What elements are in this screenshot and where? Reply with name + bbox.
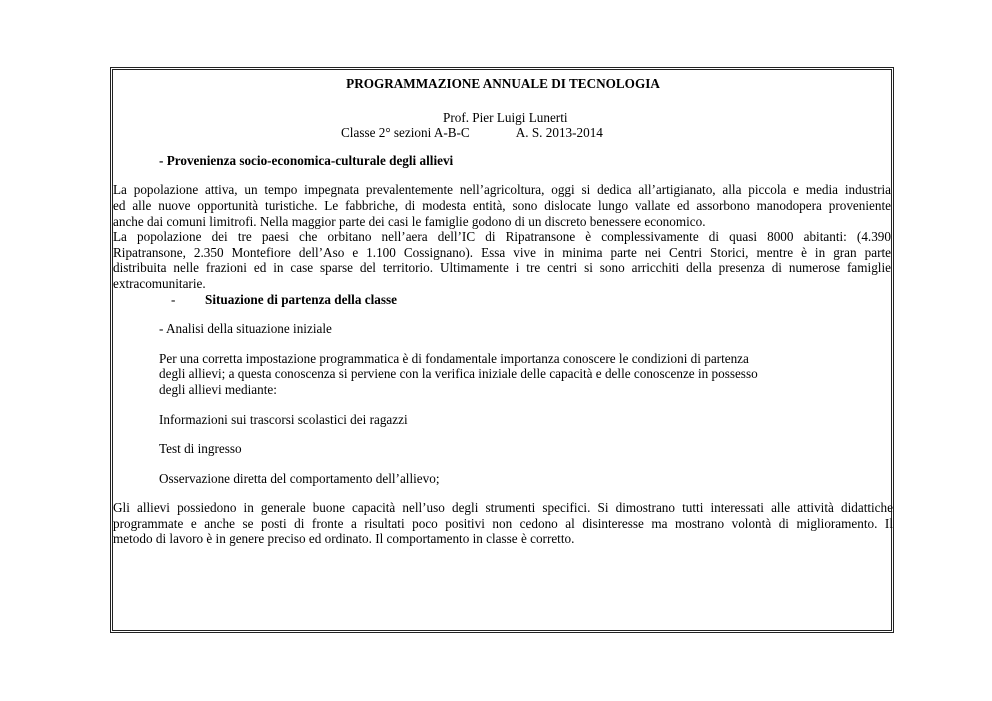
section2-intro	[113, 351, 893, 398]
list-item: Informazioni sui trascorsi scolastici dei ragazzi	[159, 411, 408, 427]
class-line	[113, 125, 893, 141]
document-title: PROGRAMMAZIONE ANNUALE DI TECNOLOGIA	[346, 76, 660, 91]
paragraph-line: metodo di lavoro è in genere preciso ed ordinato. Il comportamento in classe è corretto.	[113, 531, 575, 547]
list-item: Osservazione diretta del comportamento dell’allievo;	[159, 470, 440, 486]
paragraph-line: La popolazione dei tre paesi che orbitano nell’aera dell’IC di Ripatransone è complessivamente di quasi 8000 abitanti: (4.390	[113, 229, 891, 245]
section2-heading	[113, 292, 893, 308]
section2-title: Situazione di partenza della classe	[205, 291, 397, 307]
paragraph-line: La popolazione attiva, un tempo impegnata prevalentemente nell’agricoltura, oggi si dedica all’artigianato, alla piccola e media industria	[113, 182, 891, 198]
intro-line: degli allievi; a questa conoscenza si perviene con la verifica iniziale delle capacità e delle conoscenze in possesso	[159, 366, 758, 382]
paragraph-line: extracomunitarie.	[113, 275, 206, 291]
document-frame	[110, 67, 894, 633]
section2-subheading: - Analisi della situazione iniziale	[159, 321, 332, 337]
paragraph-line: ed alle nuove opportunità turistiche. Le fabbriche, di modesta entità, sono dislocate lungo vallate ed assorbono manodopera proveniente	[113, 197, 891, 213]
intro-line: degli allievi mediante:	[159, 381, 277, 397]
section1-paragraph	[113, 182, 891, 291]
section2-dash: -	[171, 291, 176, 307]
paragraph-line: distribuita nelle frazioni ed in case sparse del territorio. Ultimamente i tre centri si sono arricchiti della presenza di numerose famiglie	[113, 260, 891, 276]
paragraph-line: Gli allievi possiedono in generale buone capacità nell’uso degli strumenti specifici. Si dimostrano tutti interessati alle attività didattiche	[113, 500, 893, 516]
teacher-name: Prof. Pier Luigi Lunerti	[443, 109, 568, 125]
section2-conclusion	[113, 500, 893, 547]
school-year: A. S. 2013-2014	[515, 125, 603, 141]
paragraph-line: programmate e anche se posti di fronte a risultati poco positivi non cedono al disinteresse ma mostrano volontà di miglioramento. Il	[113, 515, 893, 531]
paragraph-line: anche dai comuni limitrofi. Nella maggior parte dei casi le famiglie godono di un discreto benessere economico.	[113, 213, 706, 229]
paragraph-line: Ripatransone, 2.350 Montefiore dell’Aso e 1.100 Cossignano). Essa vive in minima parte nei Centri Storici, mentre è in gran parte	[113, 244, 891, 260]
list-item: Test di ingresso	[159, 441, 242, 457]
intro-line: Per una corretta impostazione programmatica è di fondamentale importanza conoscere le condizioni di partenza	[159, 350, 749, 366]
section1-heading: - Provenienza socio-economica-culturale degli allievi	[159, 152, 454, 168]
class-label: Classe 2° sezioni A-B-C	[341, 125, 470, 141]
document-content	[113, 70, 893, 547]
